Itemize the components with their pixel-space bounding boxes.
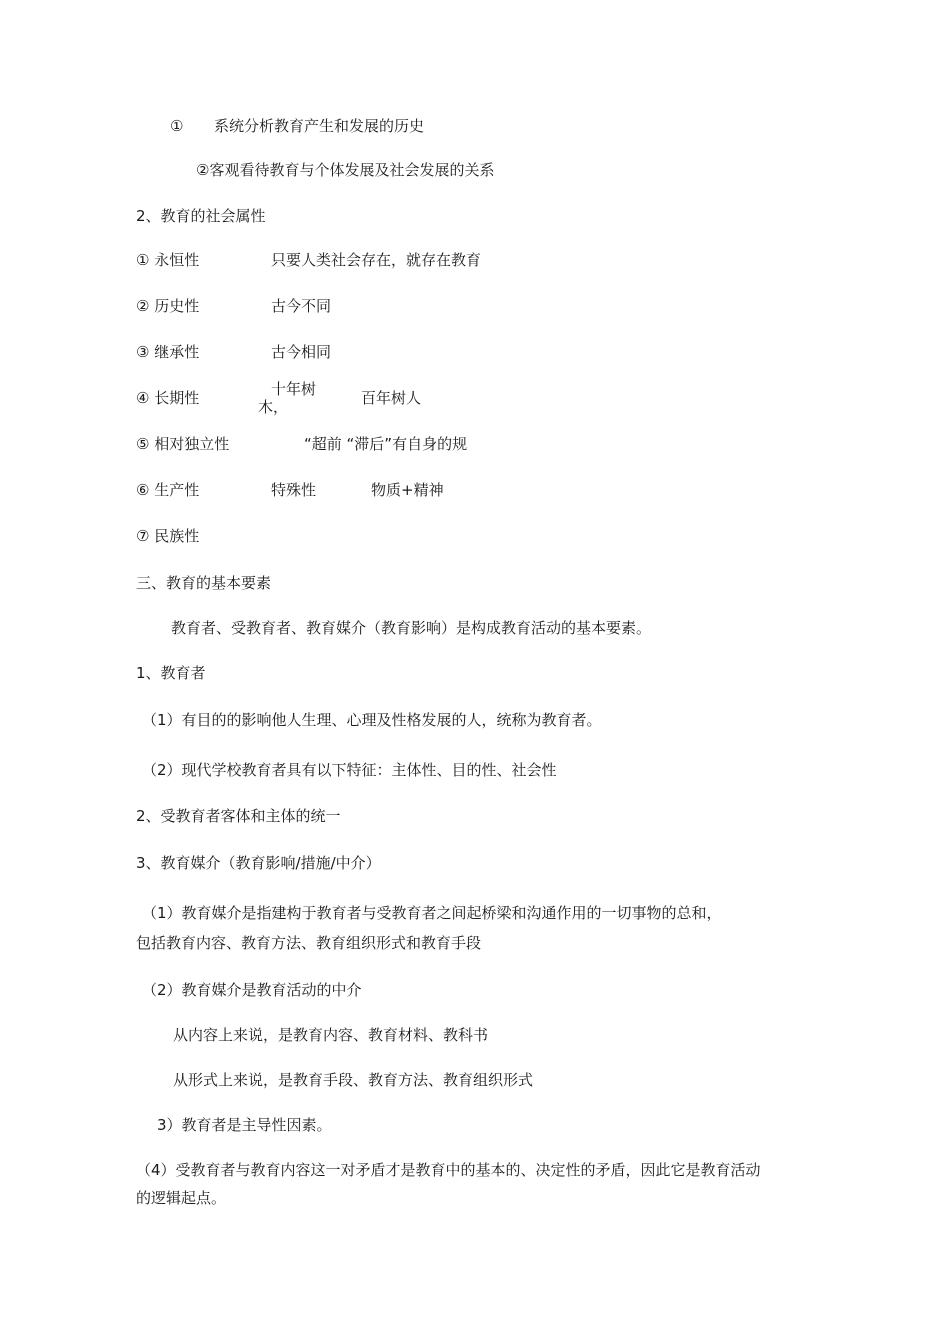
learner-heading: 2、受教育者客体和主体的统一 <box>136 807 341 825</box>
medium-point1-line2: 包括教育内容、教育方法、教育组织形式和教育手段 <box>136 934 482 952</box>
attr2-desc: 古今不同 <box>271 297 332 315</box>
attr1-name: ① 永恒性 <box>136 251 200 269</box>
attr5-name: ⑤ 相对独立性 <box>136 435 230 453</box>
attr5-desc: “超前 “滞后”有自身的规 <box>304 435 468 453</box>
item2-text: ②客观看待教育与个体发展及社会发展的关系 <box>196 161 495 179</box>
attr2-name: ② 历史性 <box>136 297 200 315</box>
medium-point4-line2: 的逻辑起点。 <box>136 1189 227 1207</box>
educator-heading: 1、教育者 <box>136 664 206 682</box>
attr7-name: ⑦ 民族性 <box>136 527 200 545</box>
item1-text: 系统分析教育产生和发展的历史 <box>214 117 425 135</box>
attr4-desc-part3: 百年树人 <box>361 389 422 407</box>
attr4-desc-part1: 十年树 <box>271 380 317 398</box>
attr3-name: ③ 继承性 <box>136 343 200 361</box>
attr4-desc-part2: 木， <box>258 398 289 416</box>
attr6-desc-part1: 特殊性 <box>271 481 317 499</box>
attr3-desc: 古今相同 <box>271 343 332 361</box>
section3-intro: 教育者、受教育者、教育媒介（教育影响）是构成教育活动的基本要素。 <box>171 619 652 637</box>
medium-point1-line1: （1）教育媒介是指建构于教育者与受教育者之间起桥梁和沟通作用的一切事物的总和， <box>142 904 722 922</box>
item1-number: ① <box>170 117 184 135</box>
section2-heading: 2、教育的社会属性 <box>136 207 266 225</box>
attr6-name: ⑥ 生产性 <box>136 481 200 499</box>
attr4-name: ④ 长期性 <box>136 389 200 407</box>
medium-form-line: 从形式上来说，是教育手段、教育方法、教育组织形式 <box>173 1071 534 1089</box>
medium-content-line: 从内容上来说，是教育内容、教育材料、教科书 <box>173 1026 489 1044</box>
medium-point4-line1: （4）受教育者与教育内容这一对矛盾才是教育中的基本的、决定性的矛盾，因此它是教育活动 <box>136 1161 761 1179</box>
attr6-desc-part2: 物质+精神 <box>371 481 444 499</box>
medium-point2: （2）教育媒介是教育活动的中介 <box>142 981 362 999</box>
educator-point2: （2）现代学校教育者具有以下特征：主体性、目的性、社会性 <box>142 761 557 779</box>
medium-heading: 3、教育媒介（教育影响/措施/中介） <box>136 854 381 872</box>
section3-heading: 三、教育的基本要素 <box>136 574 272 592</box>
educator-point1: （1）有目的的影响他人生理、心理及性格发展的人，统称为教育者。 <box>142 711 602 729</box>
attr1-desc: 只要人类社会存在，就存在教育 <box>271 251 482 269</box>
medium-point3: 3）教育者是主导性因素。 <box>157 1116 332 1134</box>
